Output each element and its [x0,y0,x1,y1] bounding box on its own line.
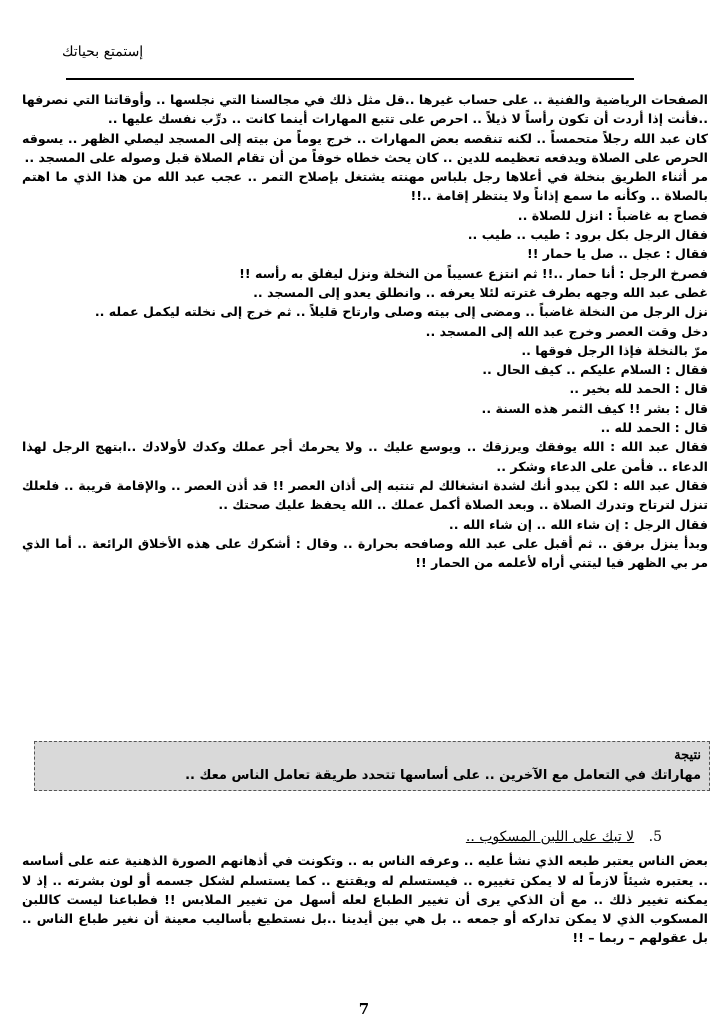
paragraph: فصاح به غاضباً : انزل للصلاة .. [517,207,708,223]
paragraph: فقال الرجل بكل برود : طيب .. طيب .. [467,227,708,243]
paragraph: قال : بشر !! كيف الثمر هذه السنة .. [481,400,708,416]
section-text: بعض الناس يعتبر طبعه الذي نشأ عليه .. وعرفه الناس به .. وتكونت في أذهانهم الصورة الذهنية عنه على أساسه .. يعتبره شيئاً لازماً له لا يمكن تغييره .. فيستسلم له ويقتنع .. كما يستسلم لشكل جسمه أو لون بشرته .. إذ لا يمكنه تغيير ذلك .. مع أن الذكي يرى أن تغيير الطباع لعله أسهل من تغيير الملابس !! فطباعنا ليست كاللبن المسكوب الذي لا يمكن تداركه أو جمعه .. بل هي بين أيدينا ..بل نستطيع بأساليب معينة أن نغير طباع الناس .. بل عقولهم – ربما – !! [22,853,708,946]
page-header-title: إستمتع بحياتك [62,44,144,60]
paragraph: مر أثناء الطريق بنخلة في أعلاها رجل بلباس مهنته يشتغل بإصلاح التمر .. عجب عبد الله من هذا الذي ما اهتم بالصلاة .. وكأنه ما سمع إذاناً ولا ينتظر إقامة ..!! [22,169,708,204]
paragraph: كان عبد الله رجلاً متحمساً .. لكنه تنقصه بعض المهارات .. خرج يوماً من بيته إلى المسجد ليصلي الظهر .. يسوقه الحرص على الصلاة ويدفعه تعظيمه للدين .. كان يحث خطاه خوفاً من أن تقام الصلاة قبل وصوله على المسجد .. [22,130,708,165]
paragraph: فقال الرجل : إن شاء الله .. إن شاء الله .. [448,516,708,532]
header-divider [66,78,634,80]
result-title: نتيجة [674,748,701,763]
paragraph: فقال : السلام عليكم .. كيف الحال .. [482,362,708,378]
paragraph: فقال عبد الله : الله يوفقك ويرزقك .. ويوسع عليك .. ولا يحرمك أجر عملك وكدك لأولادك ..ابتهج الرجل لهذا الدعاء .. فأمن على الدعاء وشكر .. [22,439,708,474]
result-text: مهاراتك في التعامل مع الآخرين .. على أساسها تتحدد طريقة تعامل الناس معك .. [185,768,701,783]
paragraph: الصفحات الرياضية والفنية .. على حساب غيرها ..قل مثل ذلك في مجالسنا التي نجلسها .. وأوقاتنا التي نصرفها ..فأنت إذا أردت أن تكون رأساً لا ذيلاً .. احرص على تتبع المهارات أينما كانت .. درِّب نفسك عليها .. [22,92,708,127]
story-body [22,90,708,572]
section-number: 5. [648,829,662,845]
result-box [34,741,710,791]
paragraph: قال : الحمد لله .. [600,420,708,436]
paragraph: فصرخ الرجل : أنا حمار ..!! ثم انتزع عسيباً من النخلة ونزل ليفلق به رأسه !! [239,265,708,281]
paragraph: مرّ بالنخلة فإذا الرجل فوقها .. [521,342,708,358]
page-number: 7 [358,1000,370,1018]
paragraph: فقال عبد الله : لكن يبدو أنك لشدة انشغالك لم تنتبه إلى أذان العصر !! قد أذن العصر .. والإقامة قريبة .. فلعلك تنزل لترتاح وتدرك الصلاة .. وبعد الصلاة أكمل عملك .. الله يحفظ عليك صحتك .. [22,477,708,513]
paragraph: قال : الحمد لله بخير .. [569,381,708,397]
paragraph: نزل الرجل من النخلة غاضباً .. ومضى إلى بيته وصلى وارتاح قليلاً .. ثم خرج إلى نخلته ليكمل عمله .. [94,304,708,320]
paragraph: فقال : عجل .. صل يا حمار !! [526,246,708,262]
paragraph: دخل وقت العصر وخرج عبد الله إلى المسجد .. [425,323,708,339]
section-5 [22,828,708,948]
paragraph: غطى عبد الله وجهه بطرف غترته لئلا يعرفه .. وانطلق يعدو إلى المسجد .. [253,284,708,300]
section-title: لا تبك على اللبن المسكوب .. [465,829,635,845]
paragraph: وبدأ ينزل برفق .. ثم أقبل على عبد الله وصافحه بحرارة .. وقال : أشكرك على هذه الأخلاق الرائعة .. أما الذي مر بي الظهر فيا ليتني أراه لأعلمه من الحمار !! [22,535,708,571]
section-heading [22,828,708,847]
